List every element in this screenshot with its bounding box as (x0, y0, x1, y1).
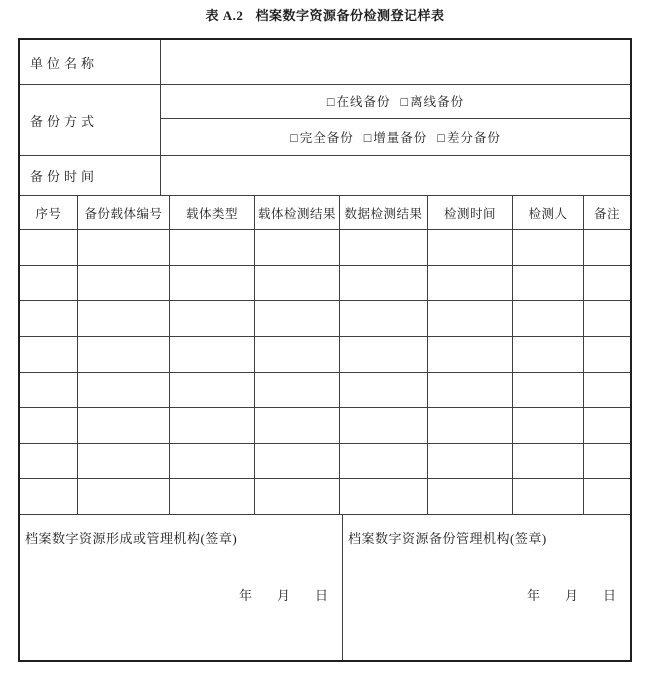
empty-record-cell (340, 444, 428, 480)
empty-record-cell (255, 337, 340, 373)
backup-mode-options-row (161, 119, 630, 155)
empty-record-cell (428, 337, 513, 373)
empty-record-cell (584, 444, 630, 480)
empty-record-cell (170, 408, 255, 444)
empty-record-cell (340, 408, 428, 444)
empty-record-cell (428, 444, 513, 480)
option-label: 差分备份 (446, 130, 501, 145)
empty-record-cell (584, 408, 630, 444)
option-offline-backup (401, 92, 465, 110)
empty-record-cell (255, 408, 340, 444)
empty-record-cell (78, 337, 170, 373)
empty-record-cell (340, 479, 428, 515)
empty-record-cell (170, 301, 255, 337)
checkbox-icon: □ (326, 95, 336, 110)
backup-time-label: 备份时间 (20, 156, 161, 195)
option-label: 离线备份 (410, 95, 465, 110)
forming-org-label: 档案数字资源形成或管理机构(签章) (25, 531, 238, 546)
empty-record-cell (170, 337, 255, 373)
empty-record-cell (255, 444, 340, 480)
empty-record-cell (513, 301, 584, 337)
backup-method-label: 备份方式 (20, 85, 161, 155)
empty-record-cell (513, 408, 584, 444)
empty-record-cell (170, 266, 255, 302)
empty-record-cell (255, 230, 340, 266)
empty-record-cell (170, 373, 255, 409)
unit-name-row (20, 40, 630, 85)
empty-record-cell (20, 301, 78, 337)
empty-record-cell (428, 230, 513, 266)
empty-record-cell (340, 301, 428, 337)
column-header-remarks: 备注 (593, 206, 620, 221)
empty-record-cell (340, 230, 428, 266)
empty-record-cell (428, 266, 513, 302)
checkbox-icon: □ (290, 130, 299, 145)
backup-org-label: 档案数字资源备份管理机构(签章) (348, 531, 547, 546)
column-header-carrier-type: 载体类型 (170, 196, 255, 229)
backup-org-signature-cell (343, 515, 630, 660)
forming-org-signature-cell (20, 515, 343, 660)
empty-record-cell (428, 301, 513, 337)
column-header-serial-number: 序号 (20, 196, 78, 229)
empty-record-cell (584, 373, 630, 409)
empty-record-cell (584, 301, 630, 337)
empty-record-cell (20, 337, 78, 373)
column-header-carrier-number: 备份载体编号 (78, 196, 170, 229)
empty-record-cell (340, 373, 428, 409)
checkbox-icon: □ (437, 130, 446, 145)
empty-record-cell (428, 408, 513, 444)
empty-record-cell (513, 479, 584, 515)
empty-record-cell (20, 266, 78, 302)
empty-record-cell (340, 337, 428, 373)
table-name: 档案数字资源备份检测登记样表 (255, 8, 445, 23)
empty-record-cell (584, 337, 630, 373)
column-header-carrier-result: 载体检测结果 (255, 196, 340, 229)
empty-record-cell (255, 479, 340, 515)
empty-record-cell (78, 301, 170, 337)
empty-record-cell (340, 266, 428, 302)
table-title (0, 5, 650, 24)
empty-record-cell (170, 444, 255, 480)
empty-record-cell (170, 230, 255, 266)
empty-record-cell (584, 479, 630, 515)
unit-name-label: 单位名称 (20, 40, 161, 84)
backup-inspection-form (18, 38, 632, 662)
checkbox-icon: □ (400, 95, 410, 110)
option-differential-backup (437, 128, 501, 146)
empty-record-cell (20, 373, 78, 409)
empty-record-cell (584, 266, 630, 302)
empty-record-cell (513, 230, 584, 266)
backup-method-row (20, 85, 630, 156)
empty-record-cell (78, 408, 170, 444)
empty-record-cell (78, 479, 170, 515)
backup-org-date: 年 月 日 (526, 588, 622, 603)
empty-record-cell (20, 408, 78, 444)
empty-record-cell (513, 373, 584, 409)
empty-record-cell (78, 444, 170, 480)
empty-record-cell (255, 266, 340, 302)
empty-record-cell (428, 373, 513, 409)
empty-record-cell (78, 373, 170, 409)
option-incremental-backup (364, 128, 428, 146)
record-table-header (20, 196, 630, 230)
option-label: 在线备份 (336, 95, 391, 110)
empty-record-cell (20, 479, 78, 515)
empty-record-cell (20, 444, 78, 480)
empty-record-cell (255, 373, 340, 409)
column-header-inspection-time: 检测时间 (428, 196, 513, 229)
forming-org-date: 年 月 日 (238, 588, 334, 603)
empty-record-cell (513, 444, 584, 480)
option-online-backup (327, 92, 391, 110)
empty-record-cell (78, 230, 170, 266)
backup-time-value-cell (161, 156, 630, 195)
empty-record-cell (513, 337, 584, 373)
column-header-inspector: 检测人 (513, 196, 584, 229)
option-full-backup (290, 128, 354, 146)
backup-time-row (20, 156, 630, 196)
record-rows (20, 230, 630, 515)
empty-record-cell (428, 479, 513, 515)
empty-record-cell (78, 266, 170, 302)
empty-record-cell (255, 301, 340, 337)
empty-record-cell (584, 230, 630, 266)
unit-name-value-cell (161, 40, 630, 84)
option-label: 完全备份 (299, 130, 354, 145)
checkbox-icon: □ (363, 130, 373, 145)
backup-method-options (161, 85, 630, 155)
column-header-data-result: 数据检测结果 (340, 196, 428, 229)
signature-section (20, 515, 630, 660)
table-number: 表 A.2 (205, 8, 244, 23)
empty-record-cell (170, 479, 255, 515)
empty-record-cell (513, 266, 584, 302)
backup-location-options-row (161, 85, 630, 119)
empty-record-cell (20, 230, 78, 266)
option-label: 增量备份 (373, 130, 428, 145)
